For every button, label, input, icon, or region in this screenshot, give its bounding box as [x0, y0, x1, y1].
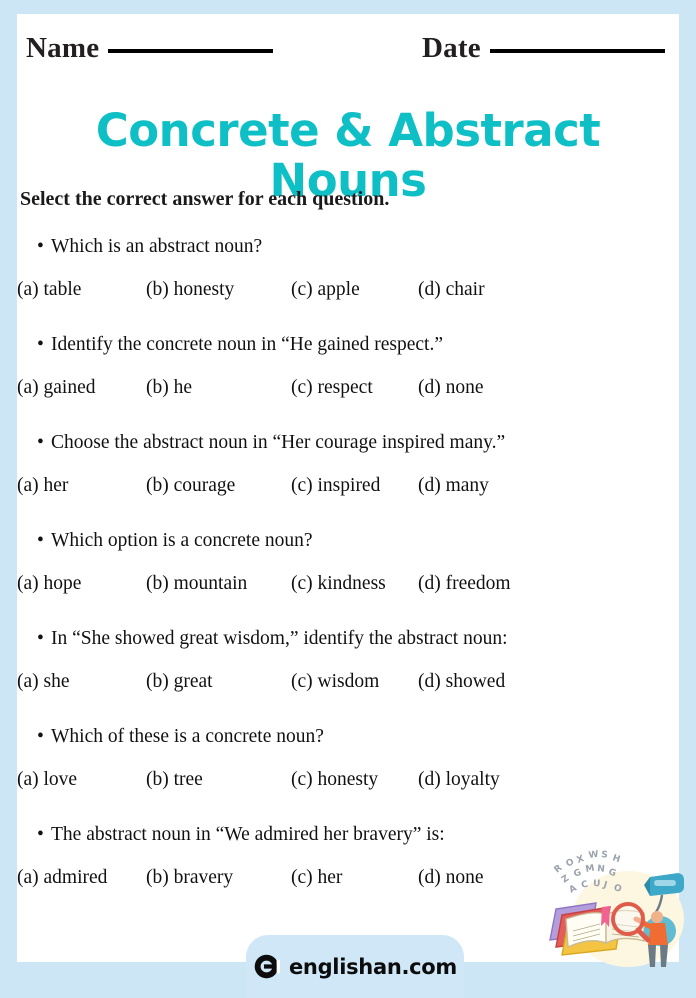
englishan-c-logo-icon: [253, 953, 280, 980]
option-d[interactable]: (d) none: [418, 377, 484, 398]
worksheet-page: [17, 14, 679, 979]
svg-text:X: X: [575, 854, 586, 866]
brand-name: englishan.com: [288, 954, 458, 979]
svg-text:W: W: [588, 849, 600, 861]
bullet-icon: •: [37, 530, 44, 551]
option-a[interactable]: (a) gained: [17, 377, 96, 398]
question-block-6: [17, 726, 679, 795]
option-c[interactable]: (c) kindness: [291, 573, 386, 594]
option-b[interactable]: (b) mountain: [146, 573, 248, 594]
question-block-3: [17, 432, 679, 501]
option-a[interactable]: (a) table: [17, 279, 82, 300]
date-label: Date: [422, 32, 481, 64]
svg-text:U: U: [592, 879, 601, 890]
option-a[interactable]: (a) love: [17, 769, 78, 790]
question-text-2: [17, 334, 679, 356]
option-b[interactable]: (b) tree: [146, 769, 203, 790]
option-b[interactable]: (b) he: [146, 377, 193, 398]
options-row-1: [17, 279, 679, 305]
bullet-icon: •: [37, 236, 44, 257]
question-label: In “She showed great wisdom,” identify the abstract noun:: [51, 628, 508, 649]
options-row-5: [17, 671, 679, 697]
option-c[interactable]: (c) inspired: [291, 475, 381, 496]
options-row-3: [17, 475, 679, 501]
question-block-2: [17, 334, 679, 403]
options-row-6: [17, 769, 679, 795]
option-c[interactable]: (c) her: [291, 867, 343, 888]
brand-badge[interactable]: [246, 935, 464, 998]
option-a[interactable]: (a) her: [17, 475, 69, 496]
svg-text:N: N: [596, 864, 606, 875]
bullet-icon: •: [37, 628, 44, 649]
option-b[interactable]: (b) bravery: [146, 867, 234, 888]
bullet-icon: •: [37, 824, 44, 845]
option-d[interactable]: (d) none: [418, 867, 484, 888]
option-d[interactable]: (d) chair: [418, 279, 485, 300]
bullet-icon: •: [37, 334, 44, 355]
option-b[interactable]: (b) great: [146, 671, 213, 692]
option-d[interactable]: (d) loyalty: [418, 769, 500, 790]
option-b[interactable]: (b) courage: [146, 475, 236, 496]
name-write-line[interactable]: [108, 49, 273, 53]
question-label: Identify the concrete noun in “He gained respect.”: [51, 334, 443, 355]
question-block-1: [17, 236, 679, 305]
question-text-1: [17, 236, 679, 258]
bullet-icon: •: [37, 726, 44, 747]
question-text-4: [17, 530, 679, 552]
question-label: Which of these is a concrete noun?: [51, 726, 324, 747]
option-c[interactable]: (c) apple: [291, 279, 360, 300]
svg-text:G: G: [572, 867, 583, 880]
option-c[interactable]: (c) honesty: [291, 769, 379, 790]
name-date-row: [17, 14, 679, 76]
option-d[interactable]: (d) freedom: [418, 573, 511, 594]
svg-text:H: H: [611, 853, 622, 866]
option-d[interactable]: (d) many: [418, 475, 489, 496]
svg-text:J: J: [602, 880, 609, 891]
svg-text:Z: Z: [560, 873, 572, 886]
option-c[interactable]: (c) wisdom: [291, 671, 380, 692]
svg-text:O: O: [611, 882, 623, 896]
question-block-4: [17, 530, 679, 599]
option-c[interactable]: (c) respect: [291, 377, 373, 398]
question-text-3: [17, 432, 679, 454]
svg-text:S: S: [600, 850, 609, 861]
options-row-4: [17, 573, 679, 599]
question-label: Which is an abstract noun?: [51, 236, 263, 257]
question-label: Which option is a concrete noun?: [51, 530, 313, 551]
question-text-6: [17, 726, 679, 748]
svg-text:O: O: [564, 857, 577, 870]
svg-text:R: R: [552, 863, 565, 876]
books-and-magnifying-glass-illustration: [544, 847, 696, 976]
svg-text:C: C: [580, 879, 590, 891]
name-label: Name: [26, 32, 100, 64]
option-a[interactable]: (a) hope: [17, 573, 82, 594]
page-title: Concrete & Abstract Nouns: [95, 104, 601, 207]
svg-text:M: M: [584, 863, 596, 875]
option-b[interactable]: (b) honesty: [146, 279, 235, 300]
question-text-5: [17, 628, 679, 650]
name-field: [26, 32, 273, 65]
svg-text:A: A: [567, 883, 579, 896]
svg-text:G: G: [607, 867, 618, 880]
option-a[interactable]: (a) she: [17, 671, 70, 692]
question-label: The abstract noun in “We admired her bravery” is:: [51, 824, 445, 845]
options-row-2: [17, 377, 679, 403]
question-block-5: [17, 628, 679, 697]
date-field: [422, 32, 665, 65]
option-a[interactable]: (a) admired: [17, 867, 108, 888]
question-text-7: [17, 824, 679, 846]
instruction-text: Select the correct answer for each question.: [20, 188, 390, 210]
question-label: Choose the abstract noun in “Her courage inspired many.”: [51, 432, 506, 453]
option-d[interactable]: (d) showed: [418, 671, 506, 692]
date-write-line[interactable]: [490, 49, 665, 53]
bullet-icon: •: [37, 432, 44, 453]
